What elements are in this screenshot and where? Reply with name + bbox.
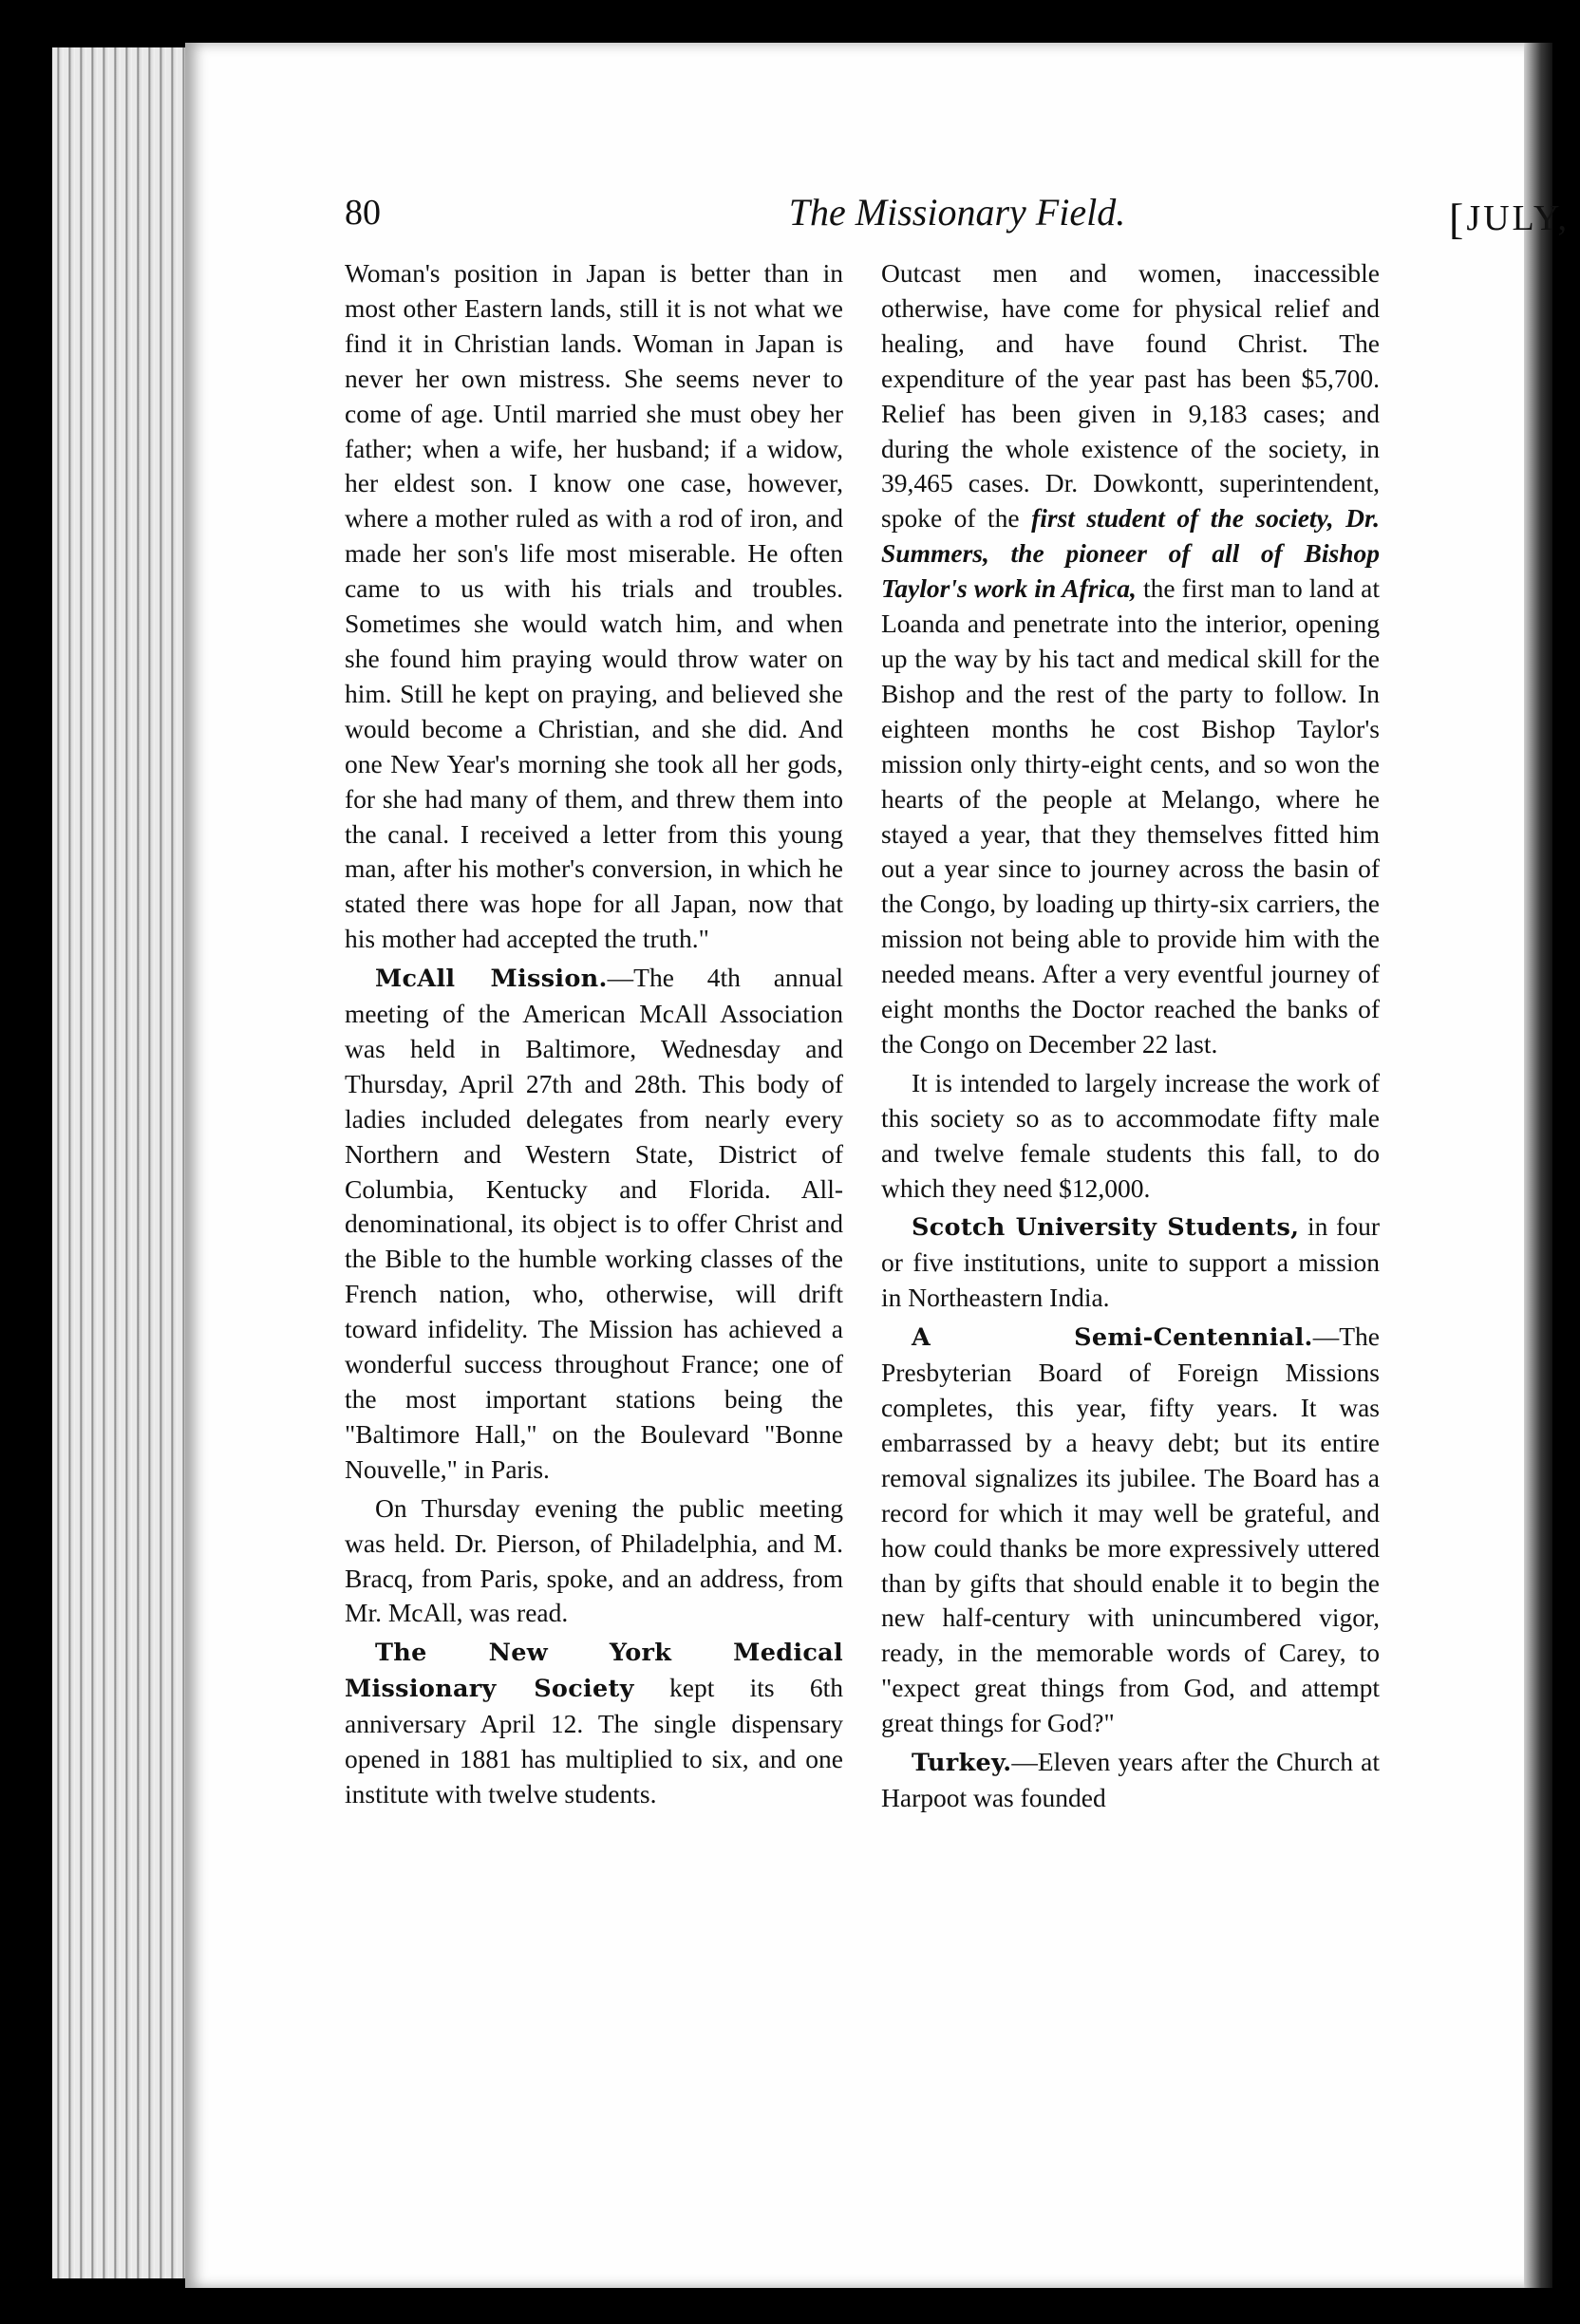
paragraph-mcall bbox=[345, 961, 843, 1488]
paragraph-thursday: On Thursday evening the public meeting was held. Dr. Pierson, of Philadelphia, and M. Bracq, from Paris, spoke, and an address, from Mr. McAll, was read. bbox=[345, 1492, 843, 1628]
page-edges bbox=[52, 47, 195, 2278]
section-lead-semicentennial: A Semi-Centennial. bbox=[912, 1323, 1313, 1353]
section-lead-nymms: The New York Medical Missionary Society bbox=[345, 1639, 843, 1704]
paragraph-increase: It is intended to largely increase the work of this society so as to accommodate fifty male and twelve female students this fall, to do which they need $12,000. bbox=[881, 1067, 1380, 1203]
paragraph-society-b: the first man to land at Loanda and penetrate into the interior, opening up the way by his tact and medical skill for the Bishop and the rest of the party to follow. In eighteen months he cost Bishop Taylor's mission only thirty-eight cents, and so won the hearts of the people at Melango, where he stayed a year, that they themselves fitted him out a year since to journey across the basin of the Congo, by loading up thirty-six carriers, the mission not being able to provide him with the needed means. After a very eventful journey of eight months the Doctor reached the banks of the Congo on December 22 last. bbox=[881, 573, 1380, 1059]
month-text: JULY, bbox=[1466, 198, 1570, 238]
left-column bbox=[345, 256, 843, 1812]
paragraph-scotch bbox=[881, 1209, 1380, 1316]
paragraph-society bbox=[881, 256, 1380, 1062]
section-lead-scotch: Scotch University Students, bbox=[912, 1213, 1300, 1243]
section-lead-mcall: McAll Mission. bbox=[375, 965, 608, 994]
right-column bbox=[881, 256, 1380, 1816]
running-month: [JULY, bbox=[1448, 195, 1570, 243]
paragraph-semicentennial bbox=[881, 1320, 1380, 1741]
paragraph-turkey bbox=[881, 1745, 1380, 1816]
page-number: 80 bbox=[345, 193, 381, 233]
paragraph-turkey-text: —Eleven years after the Church at Harpoot was founded bbox=[881, 1747, 1380, 1812]
paragraph-nymms-text: kept its 6th anniversary April 12. The single dispensary opened in 1881 has multiplied to six, and one institute with twelve students. bbox=[345, 1673, 843, 1809]
paragraph-nymms bbox=[345, 1635, 843, 1812]
running-title: The Missionary Field. bbox=[788, 191, 1126, 234]
page-header bbox=[345, 190, 1570, 256]
paragraph-mcall-text: —The 4th annual meeting of the American McAll Association was held in Baltimore, Wednesday and Thursday, April 27th and 28th. This body of ladies included delegates from nearly every Northern and Western State, District of Columbia, Kentucky and Florida. All-denominational, its object is to offer Christ and the Bible to the humble working classes of the French nation, who, otherwise, will drift toward infidelity. The Mission has achieved a wonderful success throughout France; one of the most important stations being the "Baltimore Hall," on the Boulevard "Bonne Nouvelle," in Paris. bbox=[345, 963, 843, 1484]
paragraph-scotch-text: in four or five institutions, unite to support a mission in Northeastern India. bbox=[881, 1211, 1380, 1313]
paragraph-society-emphasis: first student of the society, Dr. Summers, the pioneer of all of Bishop Taylor's work in Africa, bbox=[881, 503, 1380, 604]
paragraph-japan: Woman's position in Japan is better than in most other Eastern lands, still it is not what we find it in Christian lands. Woman in Japan is never her own mistress. She seems never to come of age. Until married she must obey her father; when a wife, her husband; if a widow, her eldest son. I know one case, however, where a mother ruled as with a rod of iron, and made her son's life most miserable. He often came to us with his trials and troubles. Sometimes she would watch him, and when she found him praying would throw water on him. Still he kept on praying, and believed she would become a Christian, and she did. And one New Year's morning she took all her gods, for she had many of them, and threw them into the canal. I received a letter from this young man, after his mother's conversion, in which he stated there was hope for all Japan, now that his mother had accepted the truth." bbox=[345, 258, 843, 954]
section-lead-turkey: Turkey. bbox=[912, 1749, 1012, 1778]
page-binding-shadow bbox=[1524, 43, 1552, 2288]
paragraph-society-a: Outcast men and women, inaccessible otherwise, have come for physical relief and healing, and have found Christ. The expenditure of the year past has been $5,700. Relief has been given in 9,183 cases; and during the whole existence of the society, in 39,465 cases. Dr. Dowkontt, superintendent, spoke of the bbox=[881, 258, 1380, 534]
paragraph-semicentennial-text: —The Presbyterian Board of Foreign Missions completes, this year, fifty years. It was embarrassed by a heavy debt; but its entire removal signalizes its jubilee. The Board has a record for which it may well be grateful, and how could thanks be more expressively uttered than by gifts that should enable it to begin the new half-century with unincumbered vigor, ready, in the memorable words of Carey, to "expect great things from God, and attempt great things for God?" bbox=[881, 1321, 1380, 1738]
